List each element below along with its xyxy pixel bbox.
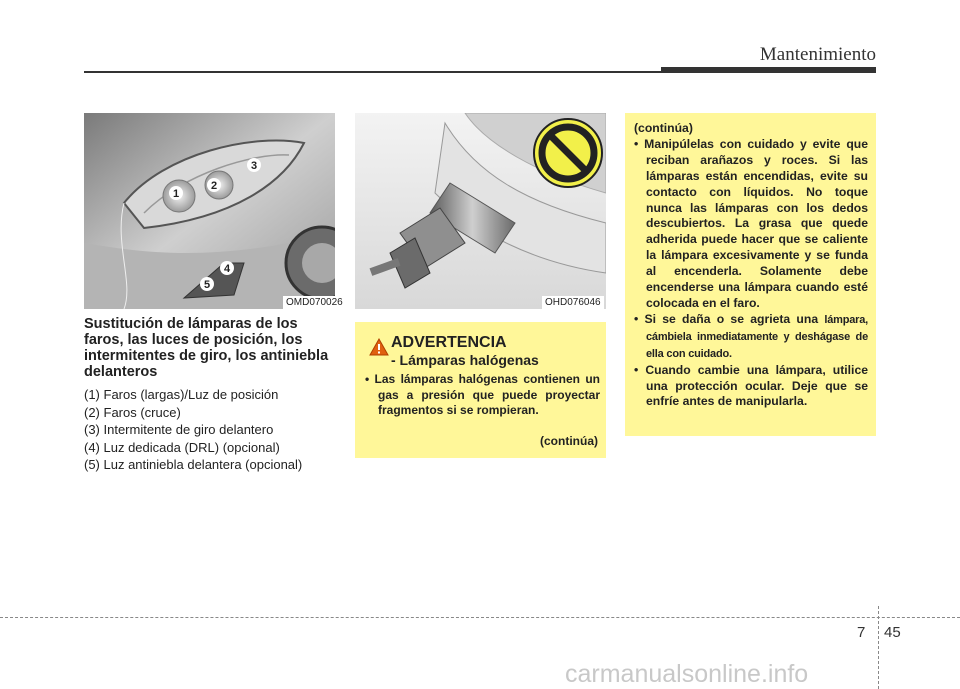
- header-rule-accent: [661, 67, 876, 73]
- warning-triangle-icon: [369, 338, 389, 356]
- warning-continues: (continúa): [540, 434, 598, 448]
- warning-body: [365, 372, 600, 419]
- bullet-damaged-lamp: [634, 312, 868, 363]
- header-title: Mantenimiento: [759, 44, 876, 65]
- headlamp-photo: [84, 113, 335, 309]
- bullet-damaged-lamp-rest: lámpara, cámbiela inmediatamente y deshágase de ella con cuidado.: [646, 313, 869, 360]
- list-item: (2) Faros (cruce): [84, 404, 181, 420]
- warning-title: ADVERTENCIA: [391, 334, 507, 351]
- watermark: carmanualsonline.info: [565, 660, 809, 688]
- page-number: 45: [884, 624, 901, 641]
- warning-subtitle: - Lámparas halógenas: [391, 352, 539, 368]
- bullet-damaged-lamp-lead: • Si se daña o se agrieta una: [634, 311, 819, 326]
- footer-rule: [0, 617, 960, 618]
- callout-2: 2: [210, 180, 218, 192]
- callout-4: 4: [223, 263, 231, 275]
- halogen-bulb-photo: [355, 113, 606, 309]
- list-item: (5) Luz antiniebla delantera (opcional): [84, 457, 303, 472]
- footer-divider: [878, 606, 879, 689]
- bullet-handle-care: • Manipúlelas con cuidado y evite que reciban arañazos y roces. Si las lámparas están encendidas, evite su contacto con líquidos. No toque nunca las lámparas con los dedos descubiertos. La grasa que quede adherida puede hacer que se caliente la lámpara excesivamente y se funda al encenderla. Solamente debe encenderse una lámpara cuando esté colocada en el faro.: [634, 136, 868, 310]
- warning-bullet: • Las lámparas halógenas contienen un gas a presión que puede proyectar fragmentos si se rompieran.: [365, 372, 600, 417]
- warning-box: [355, 322, 606, 458]
- section-title: Sustitución de lámparas de los faros, las luces de posición, los intermitentes de giro, los antiniebla delanteros: [84, 316, 329, 380]
- no-symbol-icon: [534, 119, 602, 187]
- callout-5: 5: [203, 279, 211, 291]
- list-item: (4) Luz dedicada (DRL) (opcional): [84, 439, 280, 455]
- chapter-number: 7: [857, 624, 866, 641]
- header-rule: [84, 71, 661, 73]
- bullet-eye-protection: • Cuando cambie una lámpara, utilice una protección ocular. Deje que se enfríe antes de manipularla.: [634, 362, 868, 409]
- figure1-code: OMD070026: [283, 296, 346, 309]
- continued-warning-box: [625, 113, 876, 436]
- component-list: [84, 386, 344, 474]
- continued-header: (continúa): [634, 121, 693, 135]
- callout-3: 3: [250, 160, 258, 172]
- list-item: (3) Intermitente de giro delantero: [84, 422, 274, 437]
- figure2-code: OHD076046: [542, 296, 604, 309]
- list-item: (1) Faros (largas)/Luz de posición: [84, 387, 279, 402]
- callout-1: 1: [172, 188, 180, 200]
